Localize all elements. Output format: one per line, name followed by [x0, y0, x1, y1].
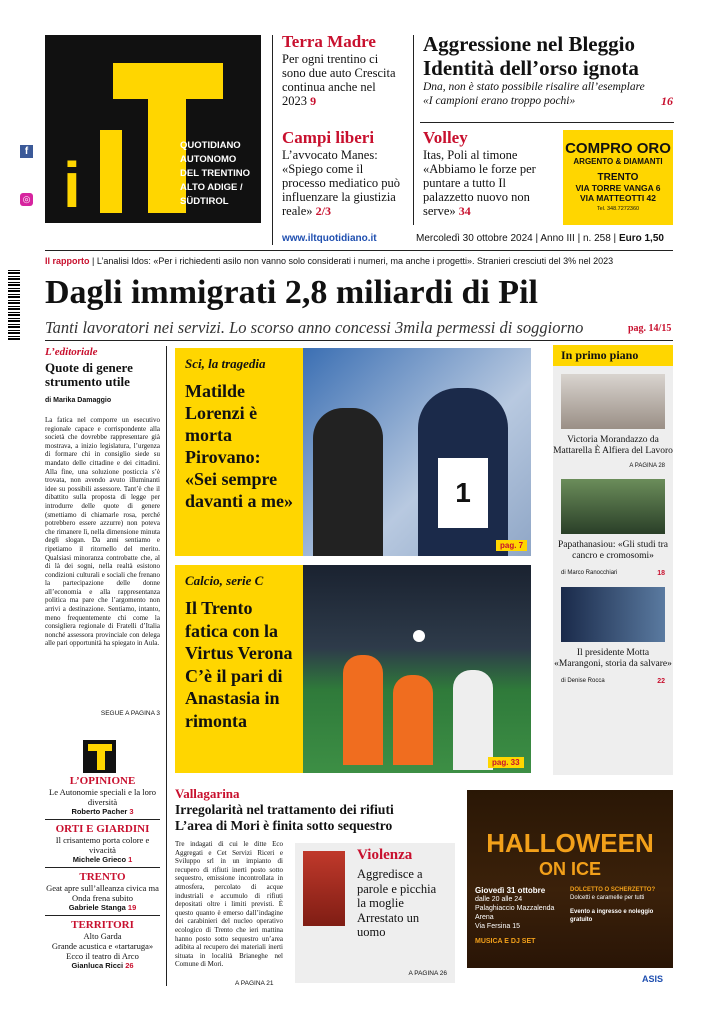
halloween-venue: Palaghiaccio Mazzalenda Arena [475, 905, 555, 921]
ad-title: COMPRO ORO [565, 140, 671, 157]
violenza-page: A PAGINA 26 [408, 970, 447, 977]
left-item-author: Roberto Pacher [71, 807, 128, 816]
left-item-author: Gianluca Ricci [71, 961, 124, 970]
tagline-line: DEL TRENTINO [180, 168, 251, 179]
calcio-page: pag. 33 [488, 757, 524, 768]
left-item-page: 19 [127, 903, 137, 912]
player-figure [453, 670, 493, 770]
small-logo [83, 740, 116, 773]
tagline-line: QUOTIDIANO [180, 140, 241, 151]
vallagarina-title: L’area di Mori è finita sotto sequestro [175, 818, 393, 833]
vallagarina-title: Irregolarità nel trattamento dei rifiuti [175, 802, 394, 817]
left-item-text: Il crisantemo porta colore e vivacità [55, 835, 150, 855]
headline-page: pag. 14/15 [628, 323, 672, 334]
left-item-text: Alto Garda Grande acustica e «tartaruga» Ecco il teatro di Arco [51, 931, 154, 961]
left-item-head: TRENTO [79, 871, 126, 883]
left-item-author: Gabriele Stanga [68, 903, 126, 912]
top-story[interactable] [423, 32, 673, 108]
sci-box[interactable] [175, 348, 303, 556]
ad-sub: ARGENTO & DIAMANTI [573, 157, 663, 166]
left-item-head: ORTI E GIARDINI [55, 823, 150, 835]
halloween-extra2: Dolcetti e caramelle per tutti [570, 895, 645, 901]
left-item-page: 3 [129, 807, 134, 816]
race-bib: 1 [438, 458, 488, 528]
portrait-photo [561, 587, 665, 642]
portrait-photo [561, 374, 665, 429]
ad-halloween[interactable] [467, 790, 673, 990]
violenza-text: Aggredisce a parole e picchia la moglie Arrestato un uomo [357, 867, 437, 939]
date-line [416, 233, 664, 244]
editorial-continue: SEGUE A PAGINA 3 [100, 710, 160, 717]
tagline-line: SÜDTIROL [180, 196, 229, 207]
calcio-box[interactable] [175, 565, 303, 773]
divider [413, 35, 414, 225]
ad-addr: VIA MATTEOTTI 42 [579, 193, 657, 203]
divider [45, 340, 673, 341]
violenza-head: Violenza [357, 847, 413, 863]
left-item-page: 1 [128, 855, 133, 864]
logo-i: i [63, 149, 81, 221]
top-story-title: Identità dell’orso ignota [423, 56, 639, 80]
teaser-volley[interactable] [423, 128, 558, 218]
teaser-campi-liberi[interactable] [282, 128, 407, 218]
player-figure [393, 675, 433, 765]
editorial-body: La fatica nel comporre un esecutivo regionale capace e corrispondente alla società che dovrebbe rappresentare già mostrava, a inizio legislatura, l’urgenza di formare chi in consiglio siede su mandato delle cittadine e dei cittadini. Alla fine, una soluzione posticcia s’è trovata, non avendo avuto illuminanti idee su possibili assessore. Tant’è che il dibattito sulla proposta di legge per introdurre delle quote di genere (smettiamo di chiamarle rosa, perché potrebbero essere azzurre) non poteva che rimanere lì, nella dimensione minuta degli slogan. Da anni sentiamo e ripetiamo il ritornello del merito. Qualsiasi minoranza controbatte che, al di là dei sogni, nella realtà esistono condizioni culturali e sociali che frenano la partecipazione delle donne all’economia e alla rappresentanza politica ma pare che l’argomento non arrivi a destinazione. Sentiamo, intanto, meno frequentemente chi come la consigliera regionale di Fratelli d’Italia nonché assessora provinciale con delega alle pari opportunità ha spiegato in Aula. [45, 416, 160, 648]
date-text: Mercoledì 30 ottobre 2024 | Anno III | n. 258 | [416, 233, 617, 244]
teaser-page: 34 [458, 204, 471, 218]
left-item-head: L’OPINIONE [69, 775, 136, 787]
barcode [8, 270, 20, 340]
violenza-box[interactable] [295, 843, 455, 983]
ad-city: TRENTO [597, 172, 639, 183]
teaser-head: Volley [423, 128, 468, 147]
halloween-free: Evento a ingresso e noleggio gratuito [570, 909, 654, 923]
calcio-title: Il Trento fatica con la Virtus Verona C’è il pari di Anastasia in rimonta [185, 598, 293, 731]
vallagarina-page [235, 980, 274, 987]
primo-piano-item-page: A PAGINA 28 [629, 463, 665, 469]
teaser-head: Terra Madre [282, 32, 376, 51]
vallagarina[interactable] [175, 786, 460, 834]
halloween-brand: ASIS [467, 968, 673, 990]
top-story-page: 16 [661, 94, 673, 108]
editorial[interactable] [45, 346, 160, 717]
halloween-addr: Via Fersina 15 [475, 923, 521, 930]
teaser-body: Itas, Poli al timone «Abbiamo le forze per puntare a tutto Il palazzetto nuovo non serve» [423, 148, 536, 218]
divider [420, 122, 674, 123]
teaser-text [423, 148, 558, 218]
primo-piano-item-text[interactable]: Victoria Morandazzo da Mattarella È Alfiera del Lavoro [553, 435, 673, 456]
primo-piano-item-text[interactable]: Papathanasiou: «Gli studi tra cancro e cromosomi» [557, 540, 669, 561]
primo-piano [553, 345, 673, 775]
halloween-title: HALLOWEEN [486, 828, 654, 858]
price: Euro 1,50 [618, 233, 664, 244]
teaser-page: 9 [310, 94, 317, 108]
halloween-date: Giovedì 31 ottobre [475, 886, 546, 895]
rapporto-text: L’analisi Idos: «Per i richiedenti asilo non vanno solo considerati i numeri, ma anche i progetti». Stranieri cresciuti del 3% nel 2023 [96, 256, 614, 266]
portrait-photo [561, 479, 665, 534]
primo-piano-item-author: di Denise Rocca [561, 678, 605, 684]
calcio-kicker: Calcio, serie C [185, 573, 264, 588]
primo-piano-item-page: 18 [657, 570, 665, 577]
halloween-subtitle: ON ICE [538, 859, 601, 879]
ad-addr: VIA TORRE VANGA 6 [575, 183, 661, 193]
masthead-logo [45, 35, 261, 223]
halloween-music: MUSICA E DJ SET [475, 938, 536, 945]
tagline-line: AUTONOMO [180, 154, 237, 165]
left-item-orti[interactable] [45, 820, 160, 868]
primo-piano-item-text[interactable]: Il presidente Motta «Marangoni, storia da salvare» [554, 648, 672, 669]
teaser-terra-madre[interactable] [282, 32, 402, 108]
rapporto-line: Il rapporto | L’analisi Idos: «Per i richiedenti asilo non vanno solo considerati i numeri, ma anche i progetti». Stranieri cresciuti del 3% nel 2023 [45, 256, 614, 266]
facebook-icon[interactable]: f [20, 145, 33, 158]
ad-compro-oro[interactable] [563, 130, 673, 225]
logo-tagline [180, 139, 250, 209]
top-story-sub: «I campioni erano troppo pochi» [423, 95, 576, 107]
divider [272, 35, 273, 245]
halloween-hours: dalle 20 alle 24 [475, 896, 523, 903]
left-item-text: Geat apre sull’alleanza civica ma Onda frena subito [46, 883, 159, 903]
left-item-head: TERRITORI [71, 919, 134, 931]
teaser-body: Per ogni trentino ci sono due auto Crescita continua anche nel 2023 [282, 52, 396, 108]
main-headline[interactable]: Dagli immigrati 2,8 miliardi di Pil [45, 274, 538, 311]
left-column [45, 775, 160, 973]
left-item-trento[interactable] [45, 868, 160, 916]
primo-piano-item-author: di Marco Ranocchiari [561, 570, 618, 576]
calcio-photo [303, 565, 531, 773]
teaser-text [282, 148, 407, 218]
primo-piano-label: In primo piano [553, 345, 673, 366]
vallagarina-kicker: Vallagarina [175, 786, 240, 801]
rapporto-label: Il rapporto [45, 256, 90, 266]
divider [45, 250, 673, 251]
primo-piano-item-page: 22 [657, 678, 665, 685]
halloween-extra: DOLCETTO O SCHERZETTO? [570, 887, 656, 893]
logo-l [100, 130, 122, 213]
left-item-territori[interactable] [45, 916, 160, 973]
sci-page: pag. 7 [496, 540, 527, 551]
sci-kicker: Sci, la tragedia [185, 356, 266, 371]
editorial-label: L’editoriale [45, 346, 98, 358]
athlete-figure [313, 408, 383, 556]
sci-photo [303, 348, 531, 556]
teaser-page: 2/3 [315, 204, 331, 218]
main-subheadline: Tanti lavoratori nei servizi. Lo scorso anno concessi 3mila permessi di soggiorno [45, 318, 584, 337]
editorial-author: di Marika Damaggio [45, 397, 112, 404]
teaser-head: Campi liberi [282, 128, 375, 147]
left-item-author: Michele Grieco [72, 855, 127, 864]
left-item-text: Le Autonomie speciali e la loro diversità [49, 787, 156, 807]
player-figure [343, 655, 383, 765]
top-story-title: Aggressione nel Bleggio [423, 32, 635, 56]
top-story-sub: Dna, non è stato possibile risalire all’esemplare [423, 81, 645, 93]
left-item-opinione[interactable] [45, 775, 160, 820]
violenza-photo [303, 851, 345, 926]
website-link[interactable]: www.iltquotidiano.it [282, 233, 377, 244]
vallagarina-page-text: A PAGINA 21 [235, 980, 274, 987]
left-item-page: 26 [125, 961, 134, 970]
teaser-body: L’avvocato Manes: «Spiego come il processo mediatico può influenzare la giustizia reale» [282, 148, 401, 218]
tagline-line: ALTO ADIGE / [180, 182, 243, 193]
ball [413, 630, 425, 642]
teaser-text [282, 52, 402, 108]
editorial-title: Quote di genere strumento utile [45, 360, 133, 389]
divider [166, 346, 167, 986]
vallagarina-body: Tre indagati di cui le ditte Eco Aggregati e Cet Servizi Riceri e Sviluppo srl in un impianto di recupero di rifiuti inerti posto sotto sequestro, emissione incontrollata in atmosfera, percolato di acque industriali e accumulo di rifiuti depositati oltre i limiti previsti. È questo quanto è emerso dall’indagine dei carabinieri del nucleo operativo ecologico di Trento che ieri mattina hanno posto sotto sequestro un’area adibita al recupero dei materiali inerti situata in località Brianeghe nel Comune di Mori. [175, 840, 283, 969]
ad-tel: Tel. 348.7272360 [596, 206, 640, 212]
instagram-icon[interactable]: ◎ [20, 193, 33, 206]
sci-title: Matilde Lorenzi è morta Pirovano: «Sei sempre davanti a me» [185, 381, 293, 511]
